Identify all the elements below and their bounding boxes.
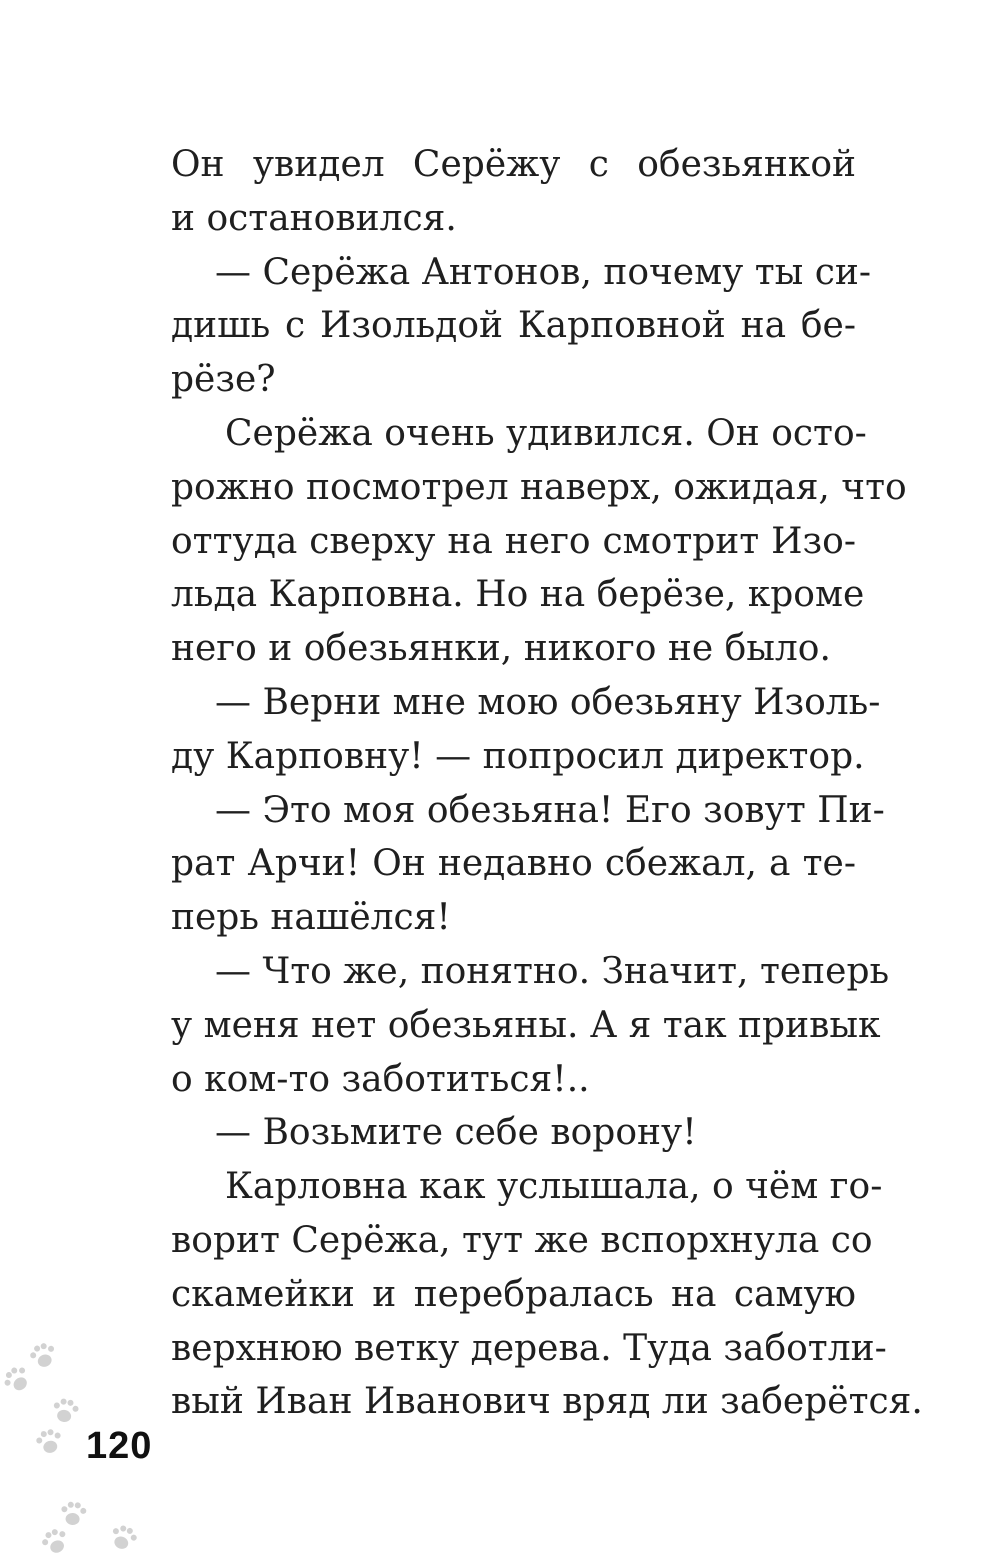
paw-print-icon	[24, 1338, 62, 1375]
text-line: Карловна как услышала, о чём го-	[225, 1166, 883, 1208]
page-number: 120	[86, 1425, 153, 1467]
text-line: и остановился.	[171, 197, 457, 239]
text-line: — Возьмите себе ворону!	[215, 1112, 697, 1154]
text-line: — Серёжа Антонов, почему ты си-	[215, 251, 872, 293]
text-line: скамейки и перебралась на самую	[171, 1273, 856, 1315]
text-line: ду Карповну! — попросил директор.	[171, 735, 865, 777]
text-line: оттуда сверху на него смотрит Изо-	[171, 520, 856, 562]
text-line: у меня нет обезьяны. А я так привык	[171, 1004, 881, 1046]
paw-print-icon	[35, 1523, 74, 1561]
text-line: верхнюю ветку дерева. Туда заботли-	[171, 1327, 887, 1369]
text-line: Серёжа очень удивился. Он осто-	[225, 412, 867, 454]
text-line: Он увидел Серёжу с обезьянкой	[171, 144, 856, 185]
text-line: — Это моя обезьяна! Его зовут Пи-	[215, 789, 885, 831]
text-line: него и обезьянки, никого не было.	[171, 628, 831, 670]
paw-print-icon	[48, 1395, 82, 1428]
text-line: — Верни мне мою обезьяну Изоль-	[215, 681, 881, 723]
body-text	[171, 138, 923, 1429]
paw-print-icon	[104, 1520, 142, 1557]
text-line: перь нашёлся!	[171, 897, 451, 939]
paw-print-icon	[31, 1425, 67, 1460]
text-line: дишь с Изольдой Карповной на бе-	[171, 305, 856, 347]
text-line: рёзе?	[171, 359, 276, 401]
text-line: рожно посмотрел наверх, ожидая, что	[171, 466, 907, 508]
text-line: — Что же, понятно. Значит, теперь	[215, 950, 890, 992]
text-line: о ком-то заботиться!..	[171, 1058, 590, 1100]
text-line: льда Карповна. Но на берёзе, кроме	[171, 574, 865, 616]
text-line: вый Иван Иванович вряд ли заберётся.	[171, 1381, 923, 1423]
text-line: рат Арчи! Он недавно сбежал, а те-	[171, 843, 856, 885]
text-line: ворит Серёжа, тут же вспорхнула со	[171, 1219, 873, 1261]
